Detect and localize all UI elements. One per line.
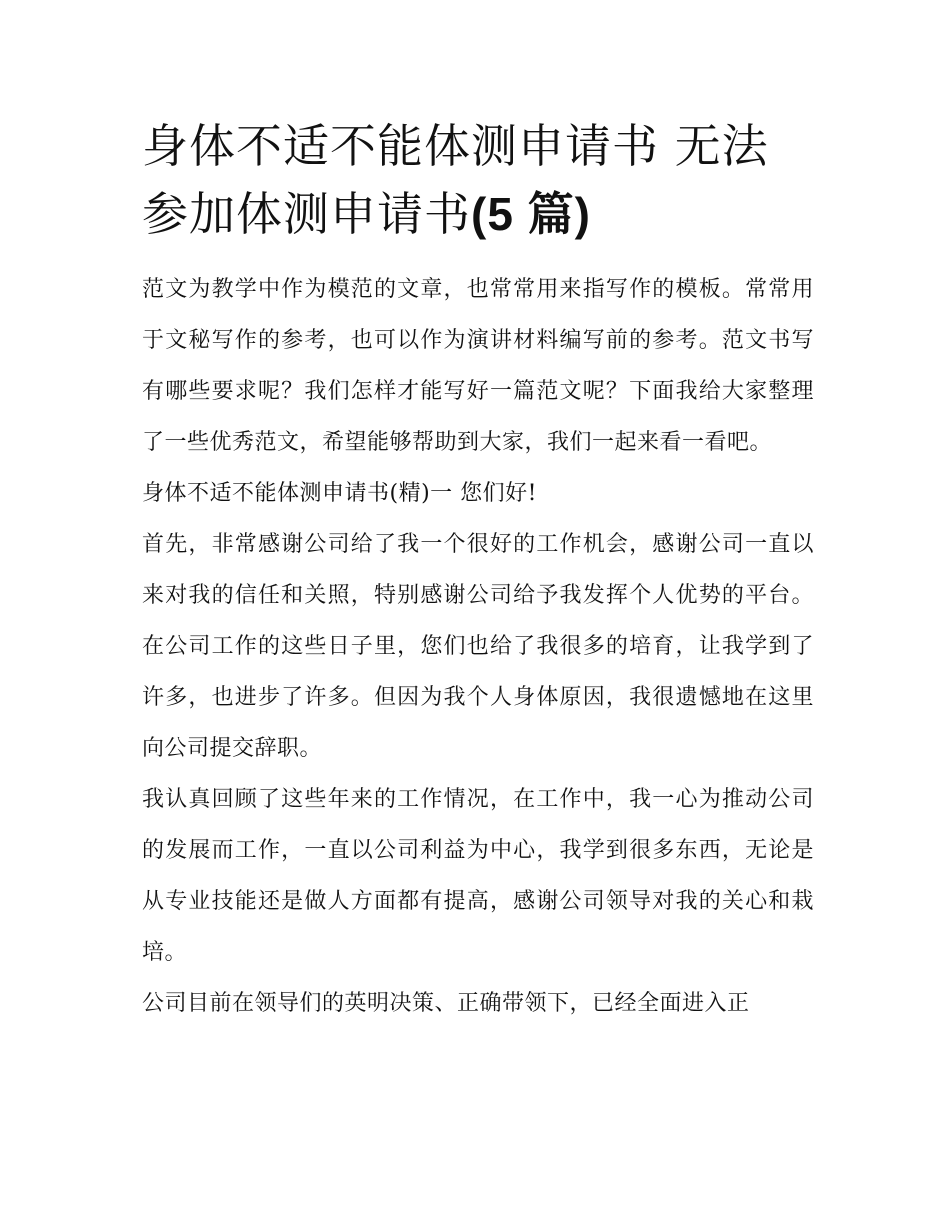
title-suffix-text: (5 篇) xyxy=(471,188,591,240)
paragraph-review: 我认真回顾了这些年来的工作情况，在工作中，我一心为推动公司的发展而工作，一直以公司利益为中心，我学到很多东西，无论是从专业技能还是做人方面都有提高，感谢公司领导对我的关心和栽培。 xyxy=(142,787,814,965)
document-title xyxy=(142,112,814,248)
paragraph-heading-greeting: 身体不适不能体测申请书(精)一 您们好! xyxy=(142,481,538,506)
paragraph-intro: 范文为教学中作为模范的文章，也常常用来指写作的模板。常常用于文秘写作的参考，也可以作为演讲材料编写前的参考。范文书写有哪些要求呢？我们怎样才能写好一篇范文呢？下面我给大家整理了一些优秀范文，希望能够帮助到大家，我们一起来看一看吧。 xyxy=(142,277,814,455)
document-body xyxy=(142,264,814,1029)
document-page xyxy=(142,112,814,1029)
title-main-text: 身体不适不能体测申请书 无法参加体测申请书 xyxy=(142,119,769,241)
paragraph-company-status: 公司目前在领导们的英明决策、正确带领下，已经全面进入正 xyxy=(142,991,750,1016)
paragraph-thanks: 首先，非常感谢公司给了我一个很好的工作机会，感谢公司一直以来对我的信任和关照，特别感谢公司给予我发挥个人优势的平台。在公司工作的这些日子里，您们也给了我很多的培育，让我学到了许多，也进步了许多。但因为我个人身体原因，我很遗憾地在这里向公司提交辞职。 xyxy=(142,532,814,761)
